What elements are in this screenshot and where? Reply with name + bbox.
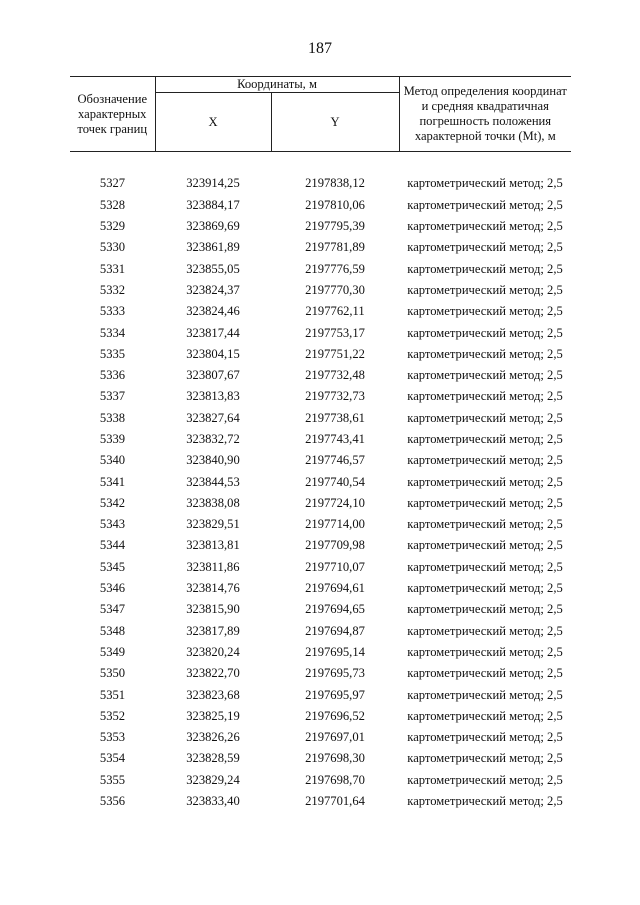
y-coordinate-cell: 2197694,87 (305, 623, 365, 638)
point-designation-cell: 5353 (99, 730, 126, 745)
method-cell: картометрический метод; 2,5 (407, 368, 563, 383)
header-spacer (70, 152, 571, 174)
table-row (70, 301, 571, 322)
method-cell: картометрический метод; 2,5 (407, 240, 563, 255)
x-coordinate-cell: 323861,89 (186, 240, 240, 255)
x-coordinate-cell: 323827,64 (186, 410, 240, 425)
table-row (70, 684, 571, 705)
point-designation-cell: 5346 (99, 581, 126, 596)
x-coordinate-cell: 323815,90 (186, 602, 240, 617)
y-coordinate-cell: 2197776,59 (305, 261, 365, 276)
point-designation-cell: 5333 (99, 304, 126, 319)
table-row (70, 663, 571, 684)
header-y: Y (271, 93, 399, 152)
method-cell: картометрический метод; 2,5 (407, 261, 563, 276)
table-row (70, 770, 571, 791)
header-method: Метод определения координат и средняя квадратичная погрешность положения характерной точки (Mt), м (399, 77, 571, 152)
y-coordinate-cell: 2197696,52 (305, 708, 365, 723)
method-cell: картометрический метод; 2,5 (407, 644, 563, 659)
table-row (70, 173, 571, 194)
table-header (70, 77, 571, 152)
y-coordinate-cell: 2197710,07 (305, 559, 365, 574)
point-designation-cell: 5331 (99, 261, 126, 276)
point-designation-cell: 5340 (99, 453, 126, 468)
method-cell: картометрический метод; 2,5 (407, 666, 563, 681)
x-coordinate-cell: 323829,24 (186, 772, 240, 787)
table-row (70, 258, 571, 279)
x-coordinate-cell: 323825,19 (186, 708, 240, 723)
y-coordinate-cell: 2197701,64 (305, 794, 365, 809)
x-coordinate-cell: 323840,90 (186, 453, 240, 468)
method-cell: картометрический метод; 2,5 (407, 219, 563, 234)
table-row (70, 642, 571, 663)
y-coordinate-cell: 2197695,14 (305, 644, 365, 659)
method-cell: картометрический метод; 2,5 (407, 176, 563, 191)
method-cell: картометрический метод; 2,5 (407, 602, 563, 617)
point-designation-cell: 5356 (99, 794, 126, 809)
y-coordinate-cell: 2197732,48 (305, 368, 365, 383)
method-cell: картометрический метод; 2,5 (407, 197, 563, 212)
y-coordinate-cell: 2197709,98 (305, 538, 365, 553)
table-row (70, 727, 571, 748)
x-coordinate-cell: 323824,37 (186, 282, 240, 297)
table-body (70, 152, 571, 813)
y-coordinate-cell: 2197695,73 (305, 666, 365, 681)
y-coordinate-cell: 2197694,61 (305, 581, 365, 596)
y-coordinate-cell: 2197738,61 (305, 410, 365, 425)
method-cell: картометрический метод; 2,5 (407, 772, 563, 787)
page-number: 187 (308, 40, 332, 57)
y-coordinate-cell: 2197724,10 (305, 495, 365, 510)
y-coordinate-cell: 2197695,97 (305, 687, 365, 702)
table-row (70, 706, 571, 727)
table-row (70, 791, 571, 812)
x-coordinate-cell: 323828,59 (186, 751, 240, 766)
table-row (70, 450, 571, 471)
table-row (70, 599, 571, 620)
table-row (70, 493, 571, 514)
table-row (70, 557, 571, 578)
y-coordinate-cell: 2197743,41 (305, 432, 365, 446)
point-designation-cell: 5352 (99, 708, 126, 723)
y-coordinate-cell: 2197697,01 (305, 730, 365, 745)
y-coordinate-cell: 2197751,22 (305, 346, 365, 361)
point-designation-cell: 5343 (99, 517, 126, 532)
x-coordinate-cell: 323814,76 (186, 581, 240, 596)
table-row (70, 514, 571, 535)
point-designation-cell: 5338 (99, 410, 126, 425)
method-cell: картометрический метод; 2,5 (407, 495, 563, 510)
table-row (70, 471, 571, 492)
header-x: X (155, 93, 271, 152)
point-designation-cell: 5351 (99, 687, 126, 702)
x-coordinate-cell: 323826,26 (186, 730, 240, 745)
y-coordinate-cell: 2197746,57 (305, 453, 365, 468)
x-coordinate-cell: 323804,15 (186, 346, 240, 361)
point-designation-cell: 5337 (99, 389, 126, 404)
method-cell: картометрический метод; 2,5 (407, 708, 563, 723)
table-row (70, 344, 571, 365)
header-coordinates: Координаты, м (155, 77, 399, 93)
table-row (70, 280, 571, 301)
x-coordinate-cell: 323855,05 (186, 261, 240, 276)
point-designation-cell: 5344 (99, 538, 126, 553)
table-row (70, 408, 571, 429)
method-cell: картометрический метод; 2,5 (407, 389, 563, 404)
x-coordinate-cell: 323884,17 (186, 197, 240, 212)
x-coordinate-cell: 323822,70 (186, 666, 240, 681)
x-coordinate-cell: 323820,24 (186, 644, 240, 659)
table-row (70, 621, 571, 642)
table-row (70, 195, 571, 216)
point-designation-cell: 5329 (99, 219, 126, 234)
y-coordinate-cell: 2197714,00 (305, 517, 365, 532)
y-coordinate-cell: 2197753,17 (305, 325, 365, 340)
point-designation-cell: 5328 (99, 197, 126, 212)
method-cell: картометрический метод; 2,5 (407, 687, 563, 702)
method-cell: картометрический метод; 2,5 (407, 304, 563, 319)
table-row (70, 237, 571, 258)
method-cell: картометрический метод; 2,5 (407, 325, 563, 340)
method-cell: картометрический метод; 2,5 (407, 474, 563, 489)
header-point-designation: Обозначение характерных точек границ (70, 77, 155, 152)
point-designation-cell: 5347 (99, 602, 126, 617)
table-row (70, 365, 571, 386)
table-row (70, 535, 571, 556)
point-designation-cell: 5349 (99, 644, 126, 659)
method-cell: картометрический метод; 2,5 (407, 559, 563, 574)
table-row (70, 216, 571, 237)
x-coordinate-cell: 323914,25 (186, 176, 240, 191)
point-designation-cell: 5327 (99, 176, 126, 191)
coordinates-table (70, 76, 571, 812)
table-row (70, 578, 571, 599)
y-coordinate-cell: 2197810,06 (305, 197, 365, 212)
x-coordinate-cell: 323811,86 (186, 559, 240, 574)
method-cell: картометрический метод; 2,5 (407, 538, 563, 553)
x-coordinate-cell: 323869,69 (186, 219, 240, 234)
table-row (70, 386, 571, 407)
method-cell: картометрический метод; 2,5 (407, 751, 563, 766)
point-designation-cell: 5355 (99, 772, 126, 787)
y-coordinate-cell: 2197694,65 (305, 602, 365, 617)
x-coordinate-cell: 323807,67 (186, 368, 240, 383)
y-coordinate-cell: 2197762,11 (305, 304, 365, 319)
x-coordinate-cell: 323817,89 (186, 623, 240, 638)
x-coordinate-cell: 323813,81 (186, 538, 240, 553)
table-row (70, 748, 571, 769)
x-coordinate-cell: 323824,46 (186, 304, 240, 319)
point-designation-cell: 5336 (99, 368, 126, 383)
point-designation-cell: 5342 (99, 495, 126, 510)
coordinates-table-container (70, 76, 571, 812)
method-cell: картометрический метод; 2,5 (407, 581, 563, 596)
y-coordinate-cell: 2197838,12 (305, 176, 365, 191)
table-row (70, 322, 571, 343)
method-cell: картометрический метод; 2,5 (407, 453, 563, 468)
point-designation-cell: 5334 (99, 325, 126, 340)
point-designation-cell: 5345 (99, 559, 126, 574)
y-coordinate-cell: 2197770,30 (305, 282, 365, 297)
y-coordinate-cell: 2197781,89 (305, 240, 365, 255)
method-cell: картометрический метод; 2,5 (407, 282, 563, 297)
method-cell: картометрический метод; 2,5 (407, 432, 563, 446)
point-designation-cell: 5350 (99, 666, 126, 681)
point-designation-cell: 5335 (99, 346, 126, 361)
x-coordinate-cell: 323844,53 (186, 474, 240, 489)
method-cell: картометрический метод; 2,5 (407, 346, 563, 361)
point-designation-cell: 5348 (99, 623, 126, 638)
method-cell: картометрический метод; 2,5 (407, 730, 563, 745)
x-coordinate-cell: 323829,51 (186, 517, 240, 532)
y-coordinate-cell: 2197740,54 (305, 474, 365, 489)
point-designation-cell: 5354 (99, 751, 126, 766)
y-coordinate-cell: 2197732,73 (305, 389, 365, 404)
method-cell: картометрический метод; 2,5 (407, 410, 563, 425)
point-designation-cell: 5339 (99, 432, 126, 446)
point-designation-cell: 5332 (99, 282, 126, 297)
y-coordinate-cell: 2197795,39 (305, 219, 365, 234)
y-coordinate-cell: 2197698,70 (305, 772, 365, 787)
point-designation-cell: 5341 (99, 474, 126, 489)
x-coordinate-cell: 323817,44 (186, 325, 240, 340)
x-coordinate-cell: 323833,40 (186, 794, 240, 809)
table-row (70, 429, 571, 450)
y-coordinate-cell: 2197698,30 (305, 751, 365, 766)
method-cell: картометрический метод; 2,5 (407, 517, 563, 532)
x-coordinate-cell: 323832,72 (186, 432, 240, 446)
point-designation-cell: 5330 (99, 240, 126, 255)
x-coordinate-cell: 323823,68 (186, 687, 240, 702)
x-coordinate-cell: 323813,83 (186, 389, 240, 404)
x-coordinate-cell: 323838,08 (186, 495, 240, 510)
method-cell: картометрический метод; 2,5 (407, 794, 563, 809)
method-cell: картометрический метод; 2,5 (407, 623, 563, 638)
